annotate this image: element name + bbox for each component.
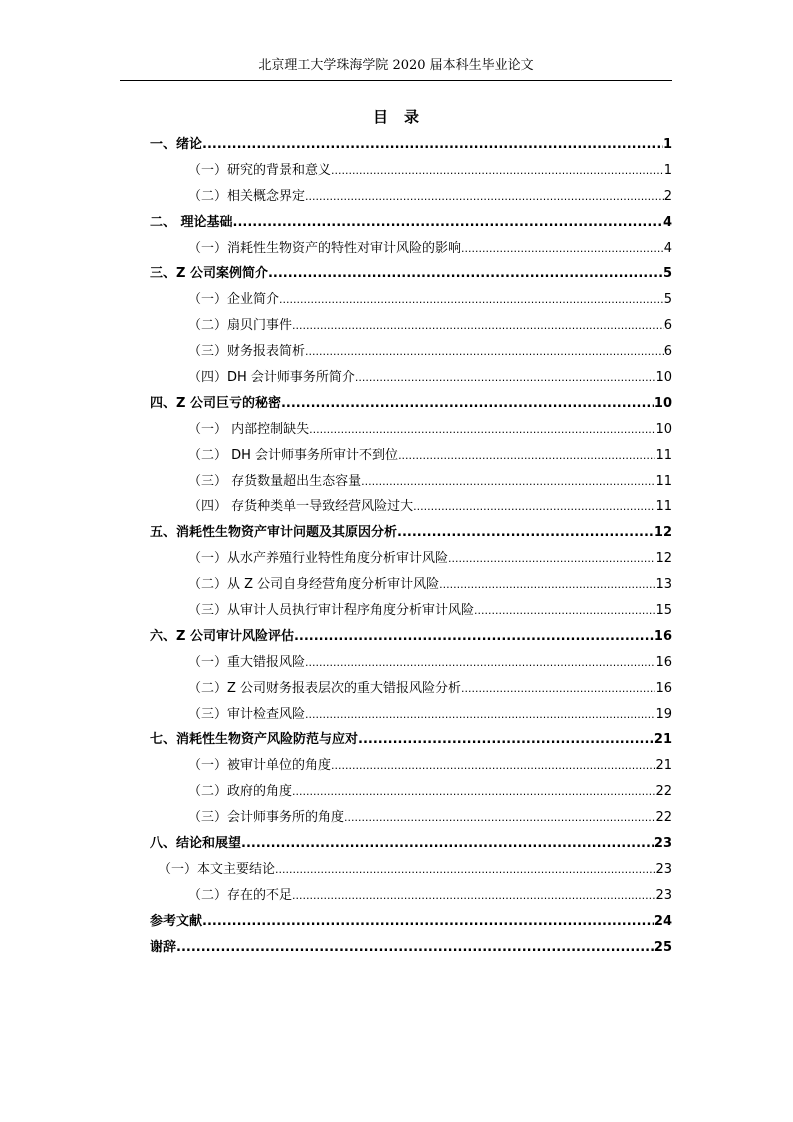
toc-dot-leader [305,650,655,676]
toc-chapter-entry[interactable] [150,935,672,961]
toc-dot-leader [305,702,655,728]
toc-section-entry[interactable] [150,365,672,391]
toc-chapter-entry[interactable] [150,520,672,546]
toc-section-entry[interactable] [150,443,672,469]
toc-dot-leader [292,313,664,339]
toc-dot-leader [275,857,655,883]
toc-page-number: 23 [653,836,672,852]
toc-page-number: 22 [655,810,672,826]
toc-entry-title: 一、绪论 [150,137,203,152]
toc-page-number: 2 [663,188,672,204]
toc-dot-leader [292,883,655,909]
toc-dot-leader [474,598,655,624]
toc-entry-title: （四）DH 会计师事务所简介 [188,370,355,386]
toc-page-number: 23 [655,861,672,877]
toc-dot-leader [439,572,655,598]
toc-entry-title: （二）存在的不足 [188,887,293,903]
toc-entry-title: （一）企业简介 [188,292,280,308]
toc-entry-title: 八、结论和展望 [150,836,242,852]
toc-section-entry[interactable] [150,236,672,262]
toc-page-number: 15 [655,603,672,619]
toc-page-number: 25 [653,939,672,955]
toc-entry-title: （二）从 Z 公司自身经营角度分析审计风险 [188,577,440,593]
toc-dot-leader [397,520,654,546]
toc-dot-leader [331,753,655,779]
toc-page-number: 11 [655,473,672,489]
toc-page-number: 19 [655,706,672,722]
toc-entry-title: （一）研究的背景和意义 [188,162,332,178]
toc-page-number: 16 [655,680,672,696]
toc-section-entry[interactable] [150,158,672,184]
toc-entry-title: （二）相关概念界定 [188,188,306,204]
toc-title: 目录 [372,108,435,126]
toc-dot-leader [355,365,656,391]
toc-dot-leader [305,339,664,365]
toc-page-number: 6 [663,344,672,360]
toc-dot-leader [461,676,655,702]
toc-page-number: 5 [662,266,672,282]
toc-dot-leader [294,624,654,650]
toc-entry-title: （二）扇贝门事件 [188,318,293,334]
toc-dot-leader [413,494,655,520]
toc-page-number: 21 [655,758,672,774]
toc-dot-leader [233,210,663,236]
toc-section-entry[interactable] [150,546,672,572]
toc-dot-leader [305,184,664,210]
toc-dot-leader [279,287,664,313]
toc-dot-leader [202,909,654,935]
toc-entry-title: （二） DH 会计师事务所审计不到位 [188,447,399,463]
toc-dot-leader [448,546,655,572]
toc-entry-title: （一）消耗性生物资产的特性对审计风险的影响 [188,240,462,256]
toc-entry-title: （三）从审计人员执行审计程序角度分析审计风险 [188,603,475,619]
toc-entry-title: 参考文献 [150,913,203,929]
toc-dot-leader [331,158,664,184]
toc-page-number: 4 [663,240,672,256]
toc-chapter-entry[interactable] [150,909,672,935]
toc-page-number: 4 [662,214,672,230]
toc-dot-leader [281,391,654,417]
toc-page-number: 16 [653,628,672,644]
toc-section-entry[interactable] [150,753,672,779]
toc-section-entry[interactable] [150,857,672,883]
toc-entry-title: 七、消耗性生物资产风险防范与应对 [150,732,359,748]
toc-section-entry[interactable] [150,469,672,495]
toc-page-number: 6 [663,318,672,334]
toc-entry-title: 谢辞 [150,939,177,955]
toc-chapter-entry[interactable] [150,831,672,857]
header-rule [120,80,672,81]
toc-page-number: 11 [655,447,672,463]
toc-entry-title: （三）会计师事务所的角度 [188,810,345,826]
toc-page-number: 12 [655,551,672,567]
toc-entry-title: 三、Z 公司案例简介 [150,266,268,282]
toc-page-number: 13 [655,577,672,593]
toc-dot-leader [202,132,663,158]
toc-page-number: 10 [653,395,672,411]
toc-entry-title: （一）从水产养殖行业特性角度分析审计风险 [188,551,449,567]
toc-entry-title: 二、 理论基础 [150,214,233,230]
toc-dot-leader [176,935,654,961]
toc-page-number: 5 [663,292,672,308]
toc-entry-title: 六、Z 公司审计风险评估 [150,628,294,644]
toc-chapter-entry[interactable] [150,624,672,650]
toc-section-entry[interactable] [150,676,672,702]
toc-entry-title: （一）被审计单位的角度 [188,758,332,774]
toc-chapter-entry[interactable] [150,727,672,753]
toc-entry-title: （二）政府的角度 [188,784,293,800]
toc-chapter-entry[interactable] [150,210,672,236]
toc-section-entry[interactable] [150,650,672,676]
toc-page-number: 24 [653,913,672,929]
toc-section-entry[interactable] [150,779,672,805]
toc-page-number: 1 [662,137,672,152]
toc-section-entry[interactable] [150,313,672,339]
toc-section-entry[interactable] [150,417,672,443]
toc-page-number: 22 [655,784,672,800]
toc-entry-title: （三） 存货数量超出生态容量 [188,473,362,489]
toc-entry-title: （三）审计检查风险 [188,706,306,722]
toc-section-entry[interactable] [150,598,672,624]
toc-entry-title: （四） 存货种类单一导致经营风险过大 [188,499,414,515]
table-of-contents [150,132,672,961]
toc-dot-leader [398,443,655,469]
toc-dot-leader [268,261,663,287]
toc-page-number: 23 [655,887,672,903]
running-header: 北京理工大学珠海学院 2020 届本科生毕业论文 [258,58,534,73]
toc-page-number: 16 [655,654,672,670]
toc-chapter-entry[interactable] [150,261,672,287]
toc-entry-title: 四、Z 公司巨亏的秘密 [150,395,281,411]
toc-entry-title: （二）Z 公司财务报表层次的重大错报风险分析 [188,680,462,696]
toc-page-number: 21 [653,732,672,748]
toc-entry-title: （三）财务报表简析 [188,344,306,360]
toc-entry-title: 五、消耗性生物资产审计问题及其原因分析 [150,525,398,541]
toc-section-entry[interactable] [150,805,672,831]
toc-page-number: 1 [663,162,672,178]
toc-entry-title: （一）重大错报风险 [188,654,306,670]
toc-dot-leader [461,236,664,262]
toc-entry-title: （一）本文主要结论 [158,861,276,877]
toc-dot-leader [241,831,654,857]
toc-section-entry[interactable] [150,702,672,728]
toc-dot-leader [344,805,655,831]
toc-page-number: 11 [655,499,672,515]
toc-section-entry[interactable] [150,287,672,313]
toc-chapter-entry[interactable] [150,391,672,417]
toc-dot-leader [292,779,655,805]
toc-section-entry[interactable] [150,883,672,909]
toc-chapter-entry[interactable] [150,132,672,158]
toc-page-number: 10 [655,421,672,437]
toc-dot-leader [309,417,655,443]
toc-page-number: 10 [655,370,672,386]
toc-section-entry[interactable] [150,494,672,520]
toc-dot-leader [358,727,654,753]
toc-entry-title: （一） 内部控制缺失 [188,421,310,437]
toc-section-entry[interactable] [150,572,672,598]
toc-section-entry[interactable] [150,184,672,210]
toc-section-entry[interactable] [150,339,672,365]
toc-page-number: 12 [653,525,672,541]
toc-dot-leader [361,469,655,495]
